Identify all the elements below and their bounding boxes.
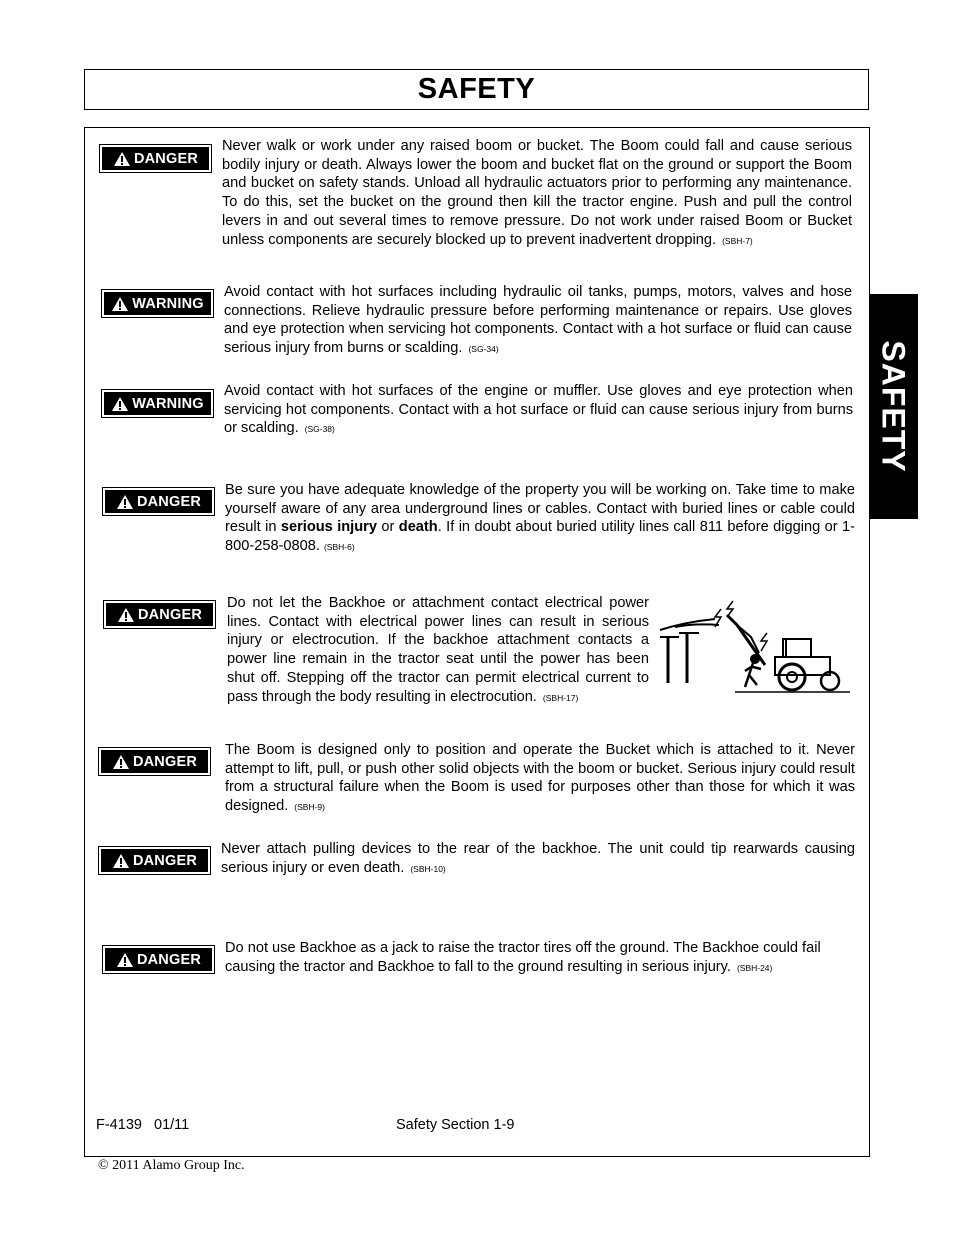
warning-triangle-icon: [112, 754, 130, 770]
warning-triangle-icon: [116, 494, 134, 510]
message-emphasis: serious injury: [280, 519, 377, 536]
warning-triangle-icon: [112, 853, 130, 869]
message-code: (SG-38): [304, 424, 335, 435]
safety-message: [225, 939, 853, 977]
safety-message: [225, 481, 855, 557]
message-text: Be sure you have adequate knowledge of the property you will be working on. Take time to make yourself aware of any area underground lines or cables. Contact with buried lines or cable could result in: [225, 482, 855, 536]
warning-triangle-icon: [117, 607, 135, 623]
danger-badge: [102, 945, 215, 974]
safety-message: [222, 137, 852, 250]
section-side-tab: [869, 294, 918, 519]
message-text: Never walk or work under any raised boom or bucket. The Boom could fall and cause serious bodily injury or death. Always lower the boom and bucket flat on the ground or support the Boom and bucket on safety stands. Unload all hydraulic actuators prior to performing any maintenance. To do this, set the bucket on the ground then kill the tractor engine. Push and pull the control levers in and out several times to remove pressure. Do not work under raised Boom or Bucket unless components are securely blocked up to prevent inadvertent dropping.: [222, 138, 852, 248]
copyright-notice: © 2011 Alamo Group Inc.: [98, 1158, 245, 1173]
page-title: SAFETY: [417, 73, 536, 105]
warning-triangle-icon: [111, 296, 129, 312]
message-text: Avoid contact with hot surfaces including hydraulic oil tanks, pumps, motors, valves and hose connections. Relieve hydraulic pressure before performing maintenance or repairs. Use gloves and eye protection when servicing hot components. Contact with a hot surface or fluid can cause serious injury from burns or scalding.: [224, 284, 852, 357]
message-code: (SBH-7): [722, 235, 753, 246]
message-code: (SBH-24): [736, 962, 773, 973]
warning-triangle-icon: [111, 396, 129, 412]
power-line-hazard-illustration: [655, 597, 855, 697]
badge-label: WARNING: [132, 395, 204, 412]
message-text: Never attach pulling devices to the rear of the backhoe. The unit could tip rearwards causing serious injury or even death.: [221, 841, 855, 876]
badge-label: DANGER: [132, 753, 198, 770]
message-text: Do not let the Backhoe or attachment contact electrical power lines. Contact with electrical power lines can result in serious injury or electrocution. If the backhoe attachment contacts a power line remain in the tractor seat until the power has been shut off. Stepping off the tractor can permit electrical current to pass through the body resulting in electrocution.: [227, 595, 649, 705]
safety-message: [224, 283, 852, 359]
warning-badge: [101, 289, 214, 318]
safety-message: [221, 840, 855, 878]
badge-label: DANGER: [132, 852, 198, 869]
safety-message: [224, 382, 853, 439]
warning-triangle-icon: [116, 952, 134, 968]
badge-label: DANGER: [136, 493, 202, 510]
danger-badge: [99, 144, 212, 173]
badge-label: DANGER: [137, 606, 203, 623]
warning-badge: [101, 389, 214, 418]
danger-badge: [103, 600, 216, 629]
danger-badge: [98, 747, 211, 776]
message-emphasis: death: [398, 519, 438, 536]
message-code: (SBH-6): [323, 542, 355, 553]
message-text: or: [381, 519, 395, 536]
section-page-number: Safety Section 1-9: [396, 1117, 515, 1133]
message-text: Avoid contact with hot surfaces of the engine or muffler. Use gloves and eye protection when servicing hot components. Contact with a hot surface or fluid can cause serious injury from burns or scalding.: [224, 383, 853, 437]
badge-label: DANGER: [133, 150, 199, 167]
badge-label: DANGER: [136, 951, 202, 968]
safety-message: [225, 741, 855, 817]
danger-badge: [102, 487, 215, 516]
side-tab-label: SAFETY: [876, 340, 913, 473]
message-code: (SBH-9): [294, 802, 325, 813]
safety-message: [227, 594, 649, 707]
message-code: (SG-34): [468, 344, 499, 355]
message-text: The Boom is designed only to position and operate the Bucket which is attached to it. Never attempt to lift, pull, or push other solid objects with the boom or bucket. Serious injury could result from a structural failure when the Boom is used for purposes other than those for which it was designed.: [225, 742, 855, 815]
danger-badge: [98, 846, 211, 875]
message-text: Do not use Backhoe as a jack to raise the tractor tires off the ground. The Backhoe could fail causing the tractor and Backhoe to fall to the ground resulting in serious injury.: [225, 940, 821, 975]
warning-triangle-icon: [113, 151, 131, 167]
message-text: . If in doubt about buried utility lines call 811 before digging or 1-800-258-0808.: [225, 519, 856, 555]
badge-label: WARNING: [132, 295, 204, 312]
document-number: F-4139 01/11: [96, 1117, 190, 1133]
message-code: (SBH-17): [542, 692, 579, 703]
message-code: (SBH-10): [410, 863, 446, 874]
header-box: [84, 69, 869, 110]
